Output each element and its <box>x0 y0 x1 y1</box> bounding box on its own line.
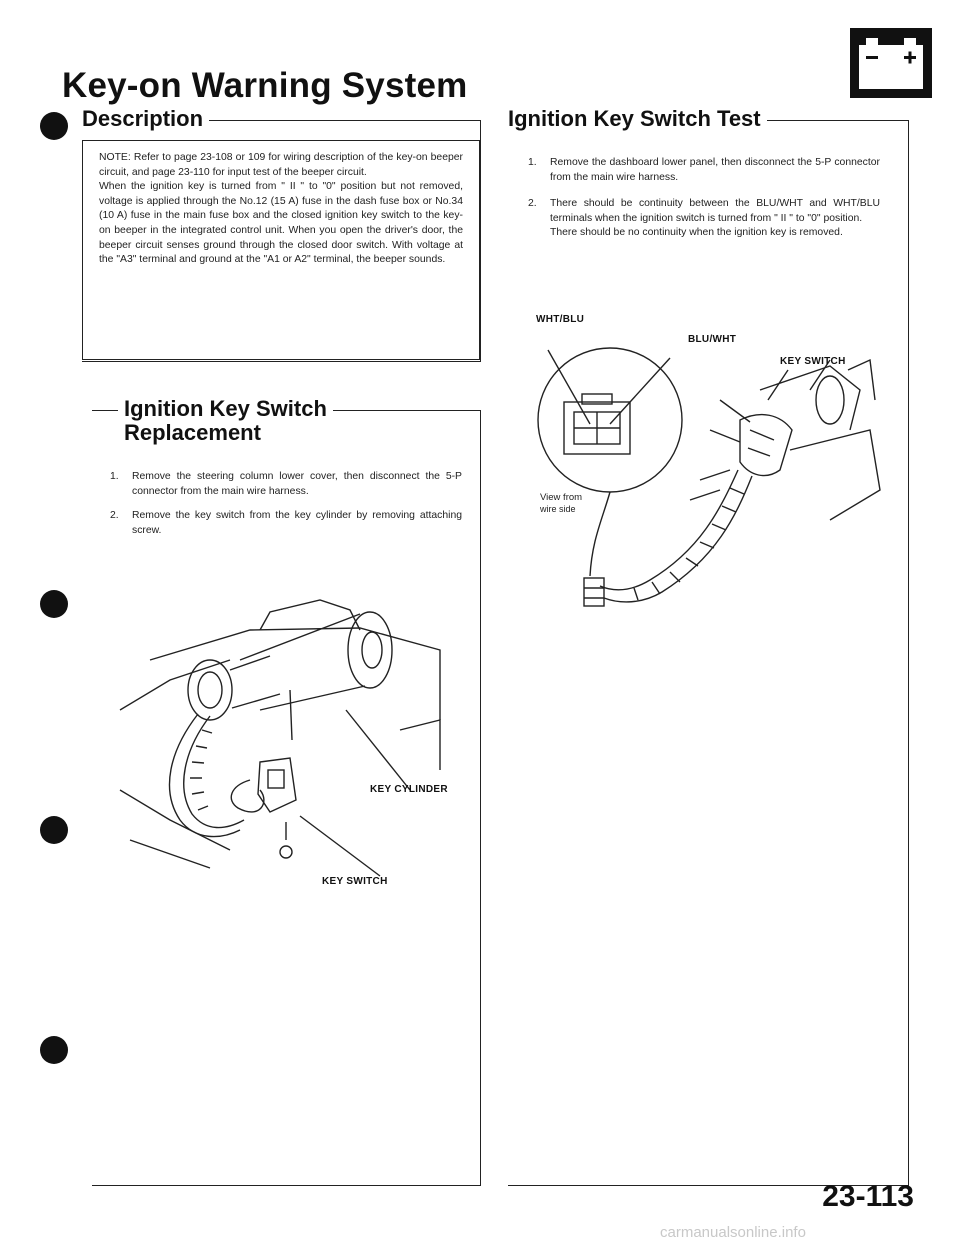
step-text: Remove the dashboard lower panel, then disconnect the 5-P connector from the main wire harness. <box>550 157 880 183</box>
binder-hole <box>40 816 68 844</box>
wire-side-label: wire side <box>540 504 576 514</box>
test-heading: Ignition Key Switch Test <box>508 108 767 130</box>
key-cylinder-illustration <box>110 590 470 890</box>
binder-hole <box>40 1036 68 1064</box>
heading-rule <box>92 410 116 411</box>
list-item <box>528 197 880 241</box>
key-cylinder-label: KEY CYLINDER <box>370 784 448 795</box>
description-heading: Description <box>82 108 209 130</box>
list-item <box>110 470 462 499</box>
step-text: There should be continuity between the BLU/WHT and WHT/BLU terminals when the ignition switch is turned from " II " to "0" position. There should be no continuity when the ignition key is removed. <box>550 198 880 239</box>
step-number: 1. <box>528 157 537 168</box>
replacement-heading-line2: Replacement <box>124 420 261 445</box>
list-item <box>528 156 880 185</box>
battery-icon <box>850 28 932 98</box>
page-title: Key-on Warning System <box>62 66 468 105</box>
replacement-heading-line1: Ignition Key Switch <box>118 398 333 420</box>
connector-illustration <box>530 330 890 630</box>
binder-hole <box>40 112 68 140</box>
step-number: 2. <box>528 198 537 210</box>
wht-blu-label: WHT/BLU <box>536 314 585 325</box>
page-number: 23-113 <box>822 1180 914 1213</box>
replacement-steps <box>110 470 462 538</box>
binder-hole <box>40 590 68 618</box>
list-item <box>110 509 462 538</box>
watermark: carmanualsonline.info <box>660 1224 806 1241</box>
description-note: NOTE: Refer to page 23-108 or 109 for wiring description of the key-on beeper circuit, and page 23-110 for input test of the beeper circuit. When the ignition key is turned from " II " to "0" position but not removed, voltage is applied through the No.12 (15 A) fuse in the dash fuse box or No.34 (10 A) fuse in the main fuse box and the closed ignition key switch to the key-on beeper in the integrated control unit. When you open the driver's door, the beeper circuit senses ground through the closed door switch. With voltage at the "A3" terminal and ground at the "A1 or A2" terminal, the beeper sounds. <box>82 140 480 360</box>
step-number: 1. <box>110 471 119 482</box>
step-number: 2. <box>110 510 119 522</box>
test-steps <box>528 156 880 241</box>
step-text: Remove the steering column lower cover, then disconnect the 5-P connector from the main wire harness. <box>132 471 462 497</box>
step-text: Remove the key switch from the key cylinder by removing attaching screw. <box>132 510 462 536</box>
view-from-label: View from <box>540 492 583 503</box>
test-frame <box>508 120 909 1186</box>
key-switch-label: KEY SWITCH <box>780 356 846 367</box>
key-switch-label: KEY SWITCH <box>322 876 388 887</box>
blu-wht-label: BLU/WHT <box>688 334 737 345</box>
